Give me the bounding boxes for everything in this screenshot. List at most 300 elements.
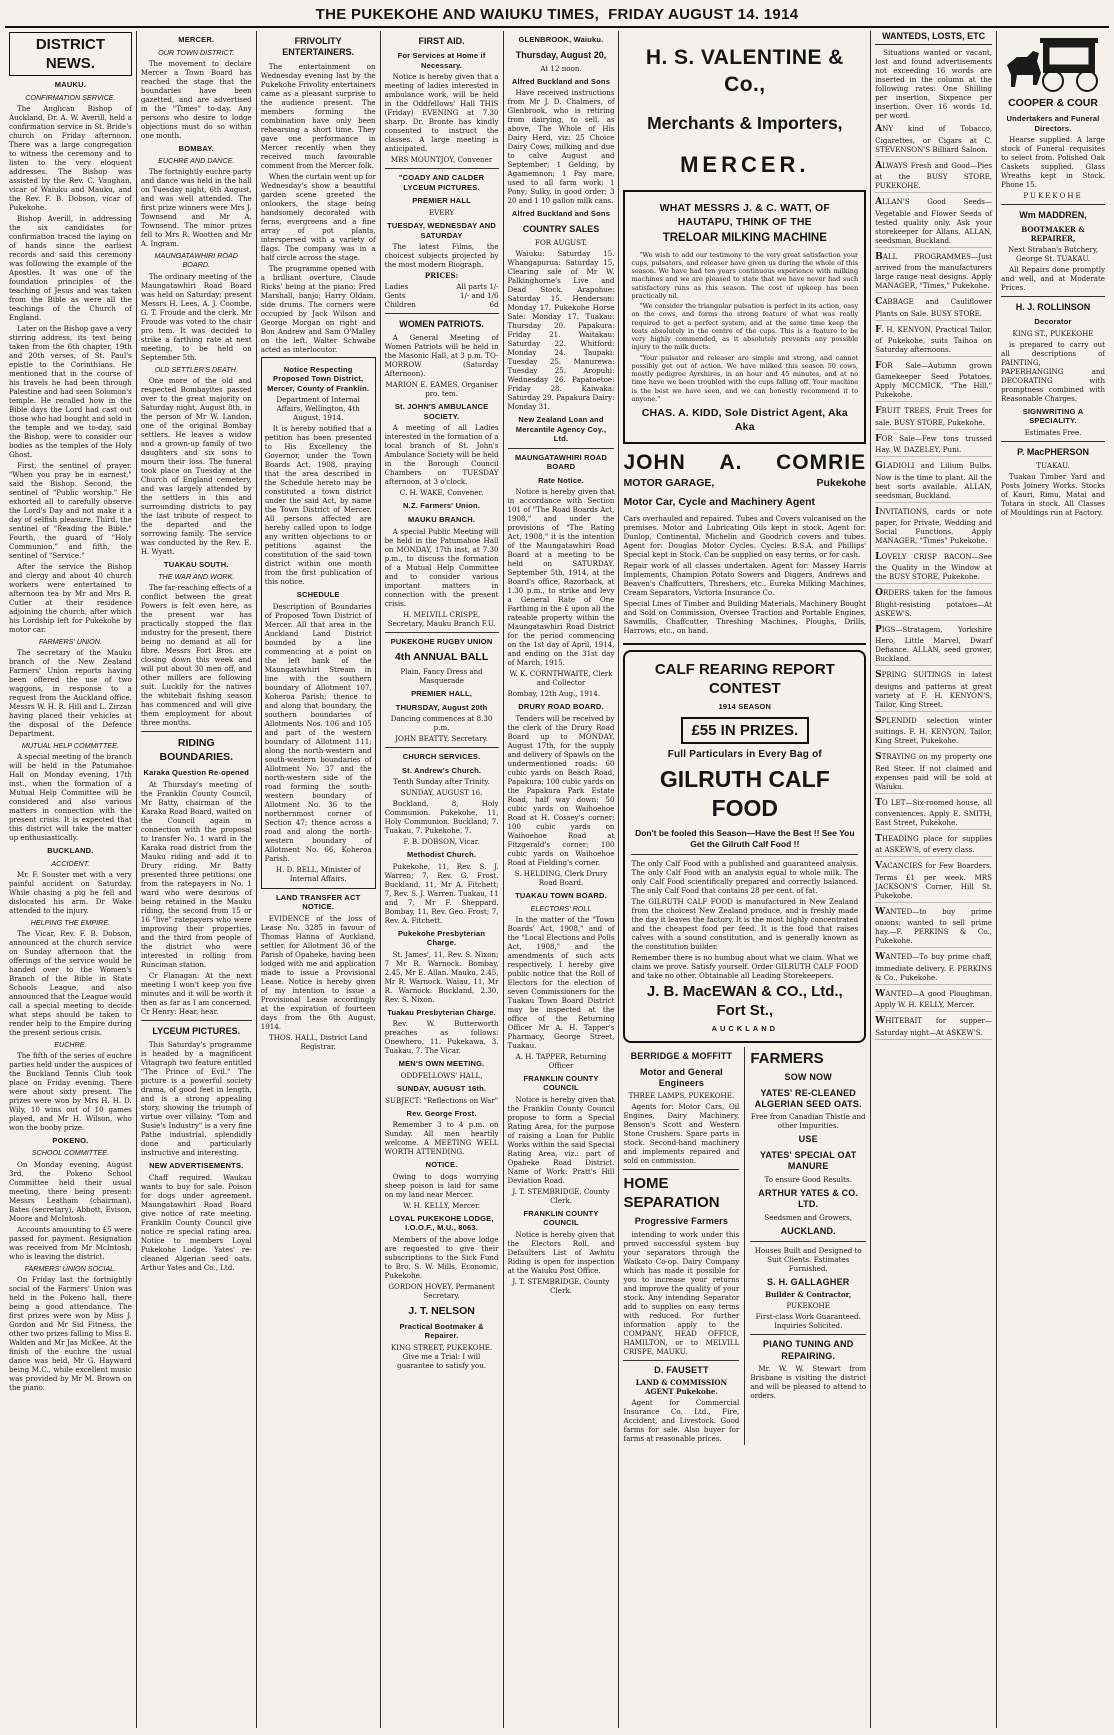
yates-oats-note: Free from Canadian Thistle and other Impurities.	[750, 1112, 866, 1131]
home-separation-title: HOME SEPARATION	[623, 1175, 720, 1212]
notice-paragraph: EVIDENCE of the loss of Lease No. 3285 in favour of Thomas Hanna of Auckland, settler, for Allotment 36 of the Parish of Opaheke, having been lodged with me and application made to issue a Provisional Lease. Notice is hereby given of my intention to issue a Provisional Lease accordingly at the expiration of fourteen days from the 6th August, 1914.	[260, 913, 376, 1031]
every-label: EVERY	[428, 208, 455, 217]
wanted-item	[875, 950, 992, 984]
heading-schedule: SCHEDULE	[296, 590, 340, 600]
article-paragraph: The Anglican Bishop of Auckland, Dr. A. W. Averill, held a confirmation service in St. Bride's church on Friday afternoon. There was a large congregation to witness the ceremony and to listen to the very eloquent addresses. The Bishop was assisted by the Rev. C. Vaughan, vicar of Waiuku and Mauku, and the Rev. F. B. Dobson, vicar of Pukekohe.	[9, 103, 132, 212]
notice-signature: MRS MOUNTJOY, Convener	[390, 155, 493, 165]
heading-buckland: BUCKLAND.	[47, 846, 94, 856]
wanted-item-text: PLENDID selection winter suitings. F. H. KENYON, Tailor, King Street, Pukekohe.	[875, 715, 993, 746]
subheading-war-work: THE WAR AND WORK.	[158, 572, 235, 582]
notice-paragraph: Description of Boundaries of Proposed Town District of Mercer. All that area in the Auckland Land District bounded by a line commencing at a point on the left bank of the Maungatawhiri Stream in line with the southern boundary of Allotment 107, Koheroa Parish; thence to and along that boundary, the southern boundaries of Allotments Nos. 106 and 105 and part of the western boundary of Allotment 111; along the north-western and south-western boundaries of Allotment No. 37 and the north-western side of the road forming the south-western boundary of Allotment No. 36 to the northernmost corner of Section 47; thence across a road and along the north-western boundary of Allotment No. 66, Koheroa Parish.	[264, 601, 372, 863]
subheading-road-board: MAUNGATAWHIRI ROAD BOARD.	[154, 251, 238, 270]
article-paragraph: The programme opened with a brilliant overture, Claude Ricks' being at the piano; Fred Marshall, banjo; Harry Oldam, side drums. The corners were occupied by Jack Wilson and George Morgan on right and Bon Andrew and Sam O'Malley on the left. Walter Schwabe acted as interlocutor.	[260, 263, 376, 354]
wanted-item-initial: G	[875, 461, 883, 472]
ball-date: THURSDAY, August 20th	[395, 702, 488, 712]
rollinson-name: H. J. ROLLINSON	[1015, 301, 1091, 312]
masthead-name: THE PUKEKOHE AND WAIUKU TIMES,	[315, 5, 600, 23]
heading-franklin-council: FRANKLIN COUNTY COUNCIL	[523, 1073, 599, 1093]
divider	[623, 1169, 739, 1170]
farmers-title: FARMERS	[750, 1050, 824, 1068]
heading-rate-notice: Rate Notice.	[538, 475, 584, 485]
wanted-item-initial: S	[875, 715, 882, 726]
fausett-name: D. FAUSETT	[654, 1364, 709, 1375]
berridge-paragraph: Agents for: Motor Cars, Oil Engines, Dairy Machinery, Benson's Scott and Western Stone Crushers. Spare parts in stock. Second-hand machinery and implements repaired and sold on commission.	[623, 1102, 740, 1166]
cooper-trade: Undertakers and Funeral Directors.	[1006, 114, 1100, 133]
wanted-item	[875, 796, 992, 830]
wanted-item	[875, 432, 992, 457]
gallagher-paragraph: First-class Work Guaranteed. Inquiries Solicited.	[755, 1312, 861, 1331]
heading-mens-own: MEN'S OWN MEETING.	[398, 1059, 485, 1069]
masthead	[5, 6, 1109, 28]
nz-loan-agency: New Zealand Loan and Mercantile Agency Coy., Ltd.	[515, 415, 607, 444]
yates-manure-note: To ensure Good Results.	[764, 1174, 852, 1184]
gallagher-name: S. H. GALLAGHER	[766, 1276, 850, 1287]
notice-signature: H. D. BELL, Minister of Internal Affairs.	[275, 864, 361, 883]
meeting-venue: ODDFELLOWS' HALL,	[400, 1071, 483, 1080]
wanted-item	[875, 250, 992, 293]
treloar-heading: WHAT MESSRS J. & C. WATT, OF HAUTAPU, THINK OF THE	[659, 202, 830, 228]
rollinson-trade: Decorator	[1034, 317, 1072, 327]
subheading-electors-roll: ELECTORS' ROLL	[530, 903, 592, 913]
wanted-item	[875, 623, 992, 666]
heading-riding-boundaries: RIDING BOUNDARIES.	[159, 737, 234, 763]
divider	[385, 313, 499, 314]
notice-paragraph: A special Public Meeting will be held in the Patumahoe Hall on MONDAY, 17th inst, at 7.30 p.m., to discuss the formation of a Mutual Help Committee and to consider various important matters in connection with the present crisis.	[384, 526, 499, 608]
screening-days: TUESDAY, WEDNESDAY AND SATURDAY	[387, 221, 496, 240]
heading-rugby-union: PUKEKOHE RUGBY UNION	[390, 636, 493, 646]
meeting-date: SUNDAY, AUGUST 16th.	[396, 1084, 487, 1093]
notice-signature: J. T. STEMBRIDGE, County Clerk.	[512, 1276, 610, 1295]
madden-paragraph: All Repairs done promptly and well, and at Moderate Prices.	[1001, 264, 1106, 292]
subheading-confirmation: CONFIRMATION SERVICE.	[25, 92, 116, 102]
gilruth-calf-ad	[623, 650, 866, 1043]
calf-paragraph: The GILRUTH CALF FOOD is manufactured in New Zealand from the choicest New Zealand produce, and is freshly made the day it leaves the factory. It is the most highly concentrated and the cheapest food per feed. It is the food that raises calves with a sound constitution, and is generally known as the constitution builder.	[631, 896, 859, 951]
article-paragraph: After the service the Bishop and clergy and about 40 church workers were entertained to afternoon tea by Mr and Mrs R. Cutler at their residence adjoining the church, after which his Lordship left for Pukekohe by motor car.	[9, 561, 132, 634]
wanted-item	[875, 668, 992, 711]
subheading-school-committee: SCHOOL COMMITTEE.	[31, 1148, 110, 1158]
notice-paragraph: Tenders will be received by the clerk of the Drury Road Board up to MONDAY, August 17th, for the supply and delivery of Spawls on the undermentioned roads: 60 cubic yards on Beach Road, Papakura; 100 cubic yards on the Papakura Park Estate Road, half way down; 50 cubic yards on Waihoehoe Road at H. Cossey's corner; 100 cubic yards on Waihoehoe Road at Fitzgerald's corner; 100 cubic yards on Waihoehoe Road at Fielding's corner.	[507, 714, 615, 867]
auctioneer-name: Alfred Buckland and Sons	[511, 209, 611, 219]
wanted-item-text: ANTED—to buy prime onions; wanted to sell prime hay.—F. PERKINS & Co., Pukekohe.	[875, 906, 993, 946]
price-row: Gents 1/- and 1/6	[384, 291, 499, 301]
wanted-item-initial: S	[875, 752, 882, 763]
premier-hall: PREMIER HALL	[412, 196, 471, 206]
article-paragraph: Later on the Bishop gave a very stirring address, its text being taken from the 6th chapter, 19th and 20th verses, of St. Paul's epistle to the Corinthians. He mentioned that in the course of his travels he had been through Palestine and had seen Solomon's temple. He recalled how in the Bible days the Lord had cast out those who had bought and sold in the temple and we to-day, said the Bishop, were to consider our bodies as the temples of the Holy Ghost.	[9, 323, 132, 459]
wanted-item	[875, 122, 992, 156]
notice-paragraph: It is hereby notified that a petition has been presented to His Excellency the Governor, under the Town Boards Act, 1908, praying that the area described in the Schedule hereto may be constituted a town district under the said Act, by name the Town District of Mercer. All persons affected are hereby called upon to lodge any written objections to or petitions against the constitution of the said town district within one month from the first publication of this notice.	[264, 424, 372, 587]
valentine-trade: Merchants & Importers,	[647, 113, 843, 134]
wanted-item-text: TRAYING on my property one Red Steer. If not claimed and expenses paid will be sold at Waiuku.	[875, 752, 993, 791]
wanted-item-text: ALL PROGRAMMES—Just arrived from the manufacturers large range neat designs. Apply MANAGER, "Times," Pukekohe.	[875, 251, 993, 291]
wanted-item-initial: F	[875, 360, 882, 371]
wanted-item-text: NVITATIONS, cards or note paper, for Private, Wedding and Social Functions. Apply MANAGER, "Times" Pukekohe.	[875, 506, 993, 546]
wanted-item	[875, 905, 992, 948]
fausett-trade: LAND & COMMISSION AGENT Pukekohe.	[635, 1378, 728, 1397]
heading-bombay: BOMBAY.	[178, 143, 214, 153]
valentine-place: MERCER.	[680, 151, 810, 177]
sale-paragraph: Have received instructions from Mr J. D. Chalmers, of Glenbrook, who is retiring from dairying, to sell, as above, The Whole of His Dairy Herd, viz: 25 Choice Dairy Cows, milking and due to calve August and September; 1 Gelding, by Agamemnon; 1 Pay mare, used to all farm work; 1 Pony; Sulky, in good order; 3 20 and 1 10 gallon milk cans.	[507, 88, 615, 206]
cooper-place: PUKEKOHE	[1023, 191, 1083, 201]
macpherson-paragraph: Tuakau Timber Yard and Posts Joinery Works. Stocks of Kauri, Rimu, Matai and Totara in stock. All Classes of Mouldings run at Factory.	[1001, 472, 1106, 518]
wanted-item	[875, 404, 992, 429]
notice-signature: W. K. CORNTHWAITE, Clerk and Collector	[509, 669, 613, 688]
berridge-address: THREE LAMPS, PUKEKOHE.	[628, 1091, 735, 1101]
price-row: Ladies All parts 1/-	[384, 282, 499, 292]
wanted-item-initial: C	[875, 297, 883, 308]
lower-ads	[623, 1047, 866, 1445]
comrie-paragraph: Special Lines of Timber and Building Materials, Machinery Bought and Sold on Commission, Oversee Traction and Portable Engines, Sawmills, Chaffcutter, Threshing Machines, Ploughs, Drills, Harrows, etc., on hand.	[623, 599, 867, 636]
notice-paragraph: A General Meeting of Women Patriots will be held in the Masonic Hall, at 3 p.m. TO-MORROW (Saturday Afternoon).	[384, 333, 499, 379]
divider	[1001, 204, 1105, 205]
wanted-item	[875, 1014, 992, 1039]
notice-paragraph: In the matter of the "Town Boards' Act, 1908," and of the "Local Elections and Polls Act, 1908," and the amendments of such acts respectively, I hereby give public notice that the Roll of Electors for the election of seven Commissioners for the Tuakau Town Board District may be inspected at the office of the Returning Officer Mr A. H. Tapper's Pharmacy, George Street, Tuakau.	[507, 914, 615, 1050]
wanted-item	[875, 159, 992, 193]
wanted-item	[875, 359, 992, 402]
article-paragraph: Mr. F. Souster met with a very painful accident on Saturday. While chasing a pig he fell and dislocated his arm. Dr Wake attended to the injury.	[9, 869, 132, 915]
article-paragraph: Chaff required. Waukau wants to buy for sale. Poison for dogs under agreement. Maungatawhiri Road Board give notice of rate meeting. Franklin County Council give notice re special rating area. Notice to members Loyal Pukekohe Lodge. Yates' re-cleaned Algerian seed oats. Arthur Yates and Co., Ltd.	[140, 1172, 252, 1272]
madden-name: Wm MADDREN,	[1019, 210, 1087, 221]
wanted-item-text: O LET—Six-roomed house, all conveniences. Apply E. SMITH, East Street, Pukekohe.	[875, 797, 993, 828]
article-paragraph: A special meeting of the branch will be held in the Patumahoe Hall on Monday evening, 17th inst., when the formation of a Mutual Help Committee will be considered and also various matters in connection with the present crisis. It is expected that this district will take the matter up enthusiastically.	[9, 752, 132, 843]
heading-annual-ball: 4th ANNUAL BALL	[394, 651, 489, 664]
divider	[631, 854, 858, 855]
wanted-item-initial: I	[875, 506, 880, 517]
wanted-item	[875, 295, 992, 320]
heading-women-patriots: WOMEN PATRIOTS.	[399, 319, 484, 330]
wanted-item-text: ABBAGE and Cauliflower Plants on Sale. BUSY STORE.	[875, 297, 993, 318]
wanted-item-initial: W	[875, 1016, 886, 1027]
ball-time: Dancing commences at 8.30 p.m.	[390, 714, 493, 733]
divider	[1001, 296, 1105, 297]
article-paragraph: This Saturday's programme is headed by a magnificent Vitagraph two feature entitled "The Prince of Evil." The picture is a powerful society drama, of good feet in length, and is a strong appealing story, showing the triumph of virtue over villainy. "Tom and Susie's Industry" is a very fine Pathe industrial, splendidly done and particularly instructive and interesting.	[140, 1039, 252, 1157]
heading-country-sales: COUNTRY SALES	[522, 223, 600, 234]
article-paragraph: At Thursday's meeting of the Franklin County Council, Mr Batty, chairman of the Karaka Road Board, waited on the Council again in connection with the proposal to transfer No. 1 ward in the Karaka road district from the Mauku riding and add it to Drury riding. Mr Batty presented three petitions: one from the ratepayers in No. 1 ward who were desirous of being retained in the Mauku riding, the second from 15 or 16 "live" ratepayers who were improving their properties, and the third from people of the district who were interested in rolling from Runciman station.	[140, 779, 252, 969]
treloar-testimonial: "We wish to add our testimony to the very great satisfaction your cups, pulsators, and releaser have given us during the whole of this season. We have had ten years continuous experience with milking machines and we are pleased to state that we have never had such satisfactory runs as this season. The cost of upkeep has been practically nil.	[631, 250, 859, 300]
wanted-item-text: . H. KENYON, Practical Tailor, of Pukekohe, suits Taihoa on Saturday afternoons.	[875, 324, 993, 354]
wanted-item-initial: L	[875, 552, 882, 563]
wanted-item-text: HEADING place for supplies at ASKEW'S, of every class.	[875, 834, 993, 855]
gallagher-place: PUKEKOHE	[786, 1301, 830, 1311]
article-paragraph: The fifth of the series of euchre parties held under the auspices of the Buckland Tennis Club took place on Friday evening. There were about sixty present. The prizes were won by Mrs H. H. D. Wily, 10 wins out of 10 games played, and Mr H. Wilson, who won the booby prize.	[9, 1050, 132, 1132]
heading-church-services: CHURCH SERVICES.	[402, 752, 481, 762]
divider	[385, 632, 499, 633]
sale-time: At 12 noon.	[540, 63, 582, 73]
column-trade-ads	[997, 31, 1109, 1728]
wanted-item	[875, 195, 992, 247]
wanted-item	[875, 832, 992, 857]
treloar-ad	[623, 190, 866, 443]
article-paragraph: On Friday last the fortnightly social of the Farmers' Union was held in the Pokeno hall, there being a good attendance. The first prizes were won by Miss J. Gordon and Mr Sid Fitness, the other two prizes falling to Miss E. Walden and Mr Jas McKee. At the finish of the euchre the usual dance was held, Mr G. Hayward being M.C., while excellent music was provided by Mr M. Brown on the piano.	[9, 1274, 132, 1392]
macewan-place: AUCKLAND	[711, 1023, 779, 1033]
ball-subtitle: Plain, Fancy Dress and Masquerade	[400, 667, 483, 686]
wanted-item-text: ACANCIES for Few Boarders. Terms £1 per week. MRS JACKSON'S Corner, Hill St. Pukekohe.	[875, 861, 993, 900]
auctioneer-name: Alfred Buckland and Sons	[511, 76, 611, 86]
calf-season: 1914 SEASON	[718, 702, 772, 712]
gilruth-warning: Don't be fooled this Season—Have the Best !! See You Get the Gilruth Calf Food !!	[635, 827, 855, 849]
sunday-date: SUNDAY, AUGUST 16.	[400, 788, 483, 798]
wanted-item-text: HITEBAIT for supper—Saturday night—At ASKEW'S.	[875, 1016, 993, 1037]
notice-signature: MARION E. EAMES, Organiser pro. tem.	[385, 380, 498, 399]
heading-presbyterian: Pukekohe Presbyterian Charge.	[397, 928, 486, 948]
wanted-item	[875, 987, 992, 1012]
wanted-item-text: RUIT TREES, Fruit Trees for sale. BUSY STORE, Pukekohe.	[875, 406, 993, 427]
yates-manure: YATES' SPECIAL OAT MANURE	[760, 1149, 857, 1172]
home-separation-sub: Progressive Farmers	[634, 1216, 729, 1227]
wanted-item-initial: A	[875, 160, 883, 171]
meeting-speaker: Rev. George Frost.	[406, 1108, 477, 1118]
divider	[141, 731, 252, 732]
use-label: USE	[798, 1134, 818, 1145]
column-wanteds	[871, 31, 997, 1728]
divider	[750, 1334, 866, 1335]
divider	[750, 1241, 866, 1242]
notice-signature: GORDON HOVEY, Permanent Secretary.	[388, 1281, 495, 1300]
berridge-trade: Motor and General Engineers	[639, 1066, 723, 1088]
article-paragraph: The Vicar, Rev. F. B. Dobson, announced at the church service on Sunday afternoon that the offerings of the service would be handed over to the Women's Branch of the Bible in State Schools League, and also announced that the League would call a special meeting to decide what steps should be taken to render help to the Empire during the present serious crisis.	[9, 928, 132, 1037]
hearse-roof	[1040, 38, 1098, 43]
notice-paragraph: Owing to dogs worrying sheep poison is laid for same on my land near Mercer.	[384, 1171, 499, 1199]
notice-paragraph: Notice is hereby given that in accordance with Section 101 of "The Road Boards Act, 1908," and under the provisions of "The Rating Act, 1908," it is the intention of the Maungatawhiri Road Board at a meeting to be held on SATURDAY, September 5th, 1914, at the Board's office, Razorback, at 1.30 p.m., to strike and levy a General Rate of One Farthing in the £ upon all the rateable property within the Maungatawhiri Road District for the period commencing on the 1st day of April, 1914, and ending on the 31st day of March, 1915.	[507, 487, 615, 668]
article-paragraph: One more of the old and respected Bombayites passed over to the great majority on Saturday night, August 8th, in the person of Mr W. Landon, one of the original Bombay settlers. He leaves a widow and a grown-up family of two daughters and six sons to mourn their loss. The funeral took place on Tuesday at the Church of England cemetery, and was largely attended by the settlers in this and surrounding districts to pay the last tribute of respect to the departed and the sorrowing family. The service was conducted by the Rev. E. H. Wyatt.	[140, 375, 252, 556]
heading-frivolity: FRIVOLITY ENTERTAINERS.	[282, 36, 355, 58]
heading-tuakau-presbyterian: Tuakau Presbyterian Charge.	[387, 1007, 496, 1017]
heading-mercer: MERCER.	[178, 35, 215, 44]
heading-lyceum: "COADY AND CALDER LYCEUM PICTURES.	[398, 173, 485, 192]
wanted-item-initial: A	[875, 124, 883, 135]
rollinson-paragraph: is prepared to carry out all descriptions of PAINTING, PAPERHANGING and DECORATING with promptness combined with Reasonable Charges.	[1001, 339, 1106, 403]
wanteds-intro: Situations wanted or vacant, lost and found advertisements not exceeding 16 words are inserted in the column at the following rates: One Shilling per insertion, Sixpence per insertion. Over 16 words 1d. per word.	[875, 48, 993, 121]
heading-first-aid: FIRST AID.	[418, 36, 465, 46]
column-display-ads	[619, 31, 871, 1728]
wanted-item-initial: P	[875, 624, 882, 635]
treloar-testimonial: "Your pulsator and releaser are simple and strong, and cannot possibly get out of action. We have milked this season 50 cows, mostly pedigree Ayrshires, in an hour and 45 minutes, and at no time have we been troubled with the cups falling off. Your machine is the best we have seen, and we can honestly recommend it to anyone."	[631, 353, 859, 403]
gilruth-title: GILRUTH CALF FOOD	[659, 765, 830, 821]
macpherson-name: P. MacPHERSON	[1017, 446, 1089, 457]
service-list: Pukekohe, 11, Rev. S. J. Warren; 7, Rev. G. Frost. Buckland, 11, Mr A. Fitchett; 7, Rev. S. J. Warren. Tuakau, 11 and 7, Mr F. Sheppard. Bombay, 11, Rev. Geo. Frost; 7, Rev. A. Fitchett.	[384, 861, 499, 925]
yates-place: AUCKLAND.	[780, 1225, 836, 1236]
divider	[141, 1020, 252, 1021]
heading-notice: NOTICE.	[425, 1160, 458, 1170]
service-list: St. James', 11, Rev. S. Nixon; 7 Mr R. Warnock. Bombay, 2.45, Mr E. Allan. Mauku, 2.45, Mr R. Warnock. Waiau, 11, Mr R. Warnock. Buckland, 2.30, Rev. S. Nixon.	[384, 949, 499, 1004]
estimates: Estimates Free.	[1024, 427, 1082, 437]
divider	[385, 747, 499, 748]
macpherson-place: TUAKAU.	[1036, 461, 1070, 471]
heading-franklin-council: FRANKLIN COUNTY COUNCIL	[523, 1208, 599, 1228]
wanteds-title: WANTEDS, LOSTS, ETC	[875, 31, 992, 45]
wanted-item-text: IGS—Stratagem, Yorkshire Hero, Little Marvel, Dwarf Defiance. ALLAN, seed grower, Buckland.	[875, 624, 993, 664]
comrie-paragraph: Cars overhauled and repaired. Tubes and Covers vulcanised on the premises. Motor and Lubricating Oils kept in stock. Agent for: Dunlop, Continental, Michelin and Goodrich covers and tubes. Agent for: Douglas Motor Cycles. Cycles: B.S.A. and Phillips' Special kept in Stock. Can be supplied on easy terms, or for cash.	[623, 514, 867, 560]
divider	[623, 1360, 739, 1361]
article-paragraph: On Monday evening, August 3rd, the Pokeno School Committee held their usual meeting, there being present: Messrs Leatham (chairman), Bates (secretary), Abbott, Evison, Moore and McIntosh.	[9, 1159, 132, 1223]
trinity-label: Tenth Sunday after Trinity.	[393, 777, 490, 787]
wanted-item-initial: W	[875, 988, 886, 999]
wanted-item-initial: S	[875, 670, 882, 681]
article-paragraph: The fortnightly euchre party and dance was held in the hall on Tuesday night, 6th August, and was well attended. The first prize winners were Mrs J. Townsend and Mr A. Townsend. The minor prizes fell to Mrs R. Wootten and Mr A. Ingram.	[140, 167, 252, 249]
cooper-name: COOPER & COUR	[1008, 97, 1098, 109]
comrie-paragraph: Repair work of all classes undertaken. Agent for: Massey Harris Implements, Champion Potato Sowers and Diggers, Andrews and Beaven's Chaffcutters, Threshers, etc., Eureka Milking Machines, Cream Separators, Victoria Insurance Co.	[623, 561, 867, 598]
notice-paragraph: A meeting of all Ladies interested in the formation of a local branch of St. John's Ambulance Society will be held in the Borough Council Chambers on TUESDAY afternoon, at 3 o'clock.	[384, 423, 499, 487]
column-sales	[504, 31, 620, 1728]
wanted-item-text: LWAYS Fresh and Good—Pies at the BUSY STORE, PUKEKOHE.	[875, 160, 993, 191]
heading-lyceum-pictures: LYCEUM PICTURES.	[152, 1025, 241, 1036]
article-paragraph: Cr Flanagan: At the next meeting I won't keep you five minutes and it will be worth it then as far as I am concerned. Cr Henry: Hear, hear.	[140, 970, 252, 1016]
wanted-item-text: OR Sale—Autumn grown Gamekeeper Seed Potatoes. Apply MCCMICK, "The Hill," Pukekohe.	[875, 360, 993, 400]
heading-loyal-lodge: LOYAL PUKEKOHE LODGE, I.O.O.F., M.U., 8063.	[389, 1213, 494, 1233]
sales-month: FOR AUGUST.	[535, 238, 587, 248]
ball-venue: PREMIER HALL,	[411, 689, 473, 699]
comrie-garage: MOTOR GARAGE, Pukekohe	[623, 476, 867, 489]
district-news-title: DISTRICT NEWS.	[9, 32, 132, 76]
wanted-item-initial: V	[875, 861, 883, 872]
treloar-title: TRELOAR MILKING MACHINE	[662, 232, 827, 245]
wanted-item	[875, 550, 992, 584]
heading-tuakau-board: TUAKAU TOWN BOARD.	[515, 891, 607, 900]
notice-paragraph: Notice is hereby given that the Franklin County Council propose to form a Special Rating Area, for the purpose of raising a Loan for Public Works within the said Special Rating Area, viz.: part of Opaheke Road District. Name of Work: Pratt's Hill Deviation Road.	[507, 1094, 615, 1185]
notice-signature: JOHN BEATTY, Secretary.	[395, 734, 488, 744]
valentine-name: H. S. VALENTINE & Co.,	[645, 46, 844, 96]
heading-nz-farmers-union: N.Z. Farmers' Union.	[403, 501, 481, 511]
heading-nelson: J. T. NELSON	[408, 1304, 475, 1317]
heading-methodist: Methodist Church.	[406, 850, 477, 860]
heading-mauku: MAUKU.	[54, 80, 86, 90]
notice-date: Bombay, 12th Aug., 1914.	[507, 689, 601, 699]
wanted-item-initial: F	[875, 433, 882, 444]
notice-signature: S. HELDING, Clerk Drury Road Board.	[514, 869, 608, 887]
comrie-lead: Motor Car, Cycle and Machinery Agent	[623, 495, 816, 508]
service-list: Buckland, 8, Holy Communion. Pukekohe, 11, Holy Communion. Buckland, 7. Tuakau, 7. Pukekohe, 7.	[384, 799, 499, 836]
rollinson-address: KING ST., PUKEKOHE	[1012, 328, 1094, 338]
subheading-euchre: EUCHRE.	[54, 1039, 87, 1049]
column-mercer	[137, 31, 257, 1728]
masthead-date: FRIDAY AUGUST 14. 1914	[608, 5, 799, 23]
wanted-item-text: ANTED—To buy prime chaff, immediate delivery. F. PERKINS & Co., Pukekohe.	[875, 952, 993, 982]
comrie-name: JOHN A. COMRIE	[623, 450, 867, 474]
comrie-ad	[623, 450, 866, 645]
wanted-item	[875, 750, 992, 793]
wanted-item-initial: W	[875, 906, 886, 917]
calf-particulars: Full Particulars in Every Bag of	[667, 748, 822, 760]
fausett-paragraph: Agent for Commercial Insurance Co. Ltd., Fire, Accident, and Livestock. Good farms for sale. Also buyer for farms at reasonable prices.	[623, 1398, 740, 1444]
wanted-item	[875, 586, 992, 620]
heading-new-advertisements: NEW ADVERTISEMENTS.	[149, 1160, 244, 1170]
heading-mauku-branch: MAUKU BRANCH.	[407, 515, 476, 524]
cooper-paragraph: Hearse supplied. A large stock of Funeral requisites to select from. Polished Oak Caskets supplied. Glass Wreaths kept in Stock. Phone 15.	[1001, 135, 1106, 190]
notice-signature: THOS. HALL, District Land Registrar.	[269, 1032, 368, 1051]
wanted-item-text: LLAN'S Good Seeds—Vegetable and Flower Seeds of tested quality only. Ask your storekeeper for Allans. ALLAN, seedsman, Buckland.	[875, 197, 993, 245]
treloar-agent: CHAS. A. KIDD, Sole District Agent, Aka Aka	[641, 407, 848, 433]
macewan-name: J. B. MacEWAN & CO., Ltd., Fort St.,	[646, 982, 843, 1019]
notice-signature: J. T. STEMBRIDGE, County Clerk.	[512, 1186, 610, 1205]
heading-drury-board: DRURY ROAD BOARD.	[518, 702, 604, 712]
article-paragraph: The entertainment on Wednesday evening last by the Pukekohe Frivolity entertainers came as a pleasant surprise to the audience present. The members forming the combination have only been rehearsing a short time. They gave one performance in Mercer recently when they received much favourable comment from the Mercer folk.	[260, 61, 376, 170]
wanted-item-initial: F	[875, 406, 882, 417]
notice-signature: F. B. DOBSON, Vicar.	[403, 837, 480, 847]
hearse-illustration	[1003, 35, 1103, 93]
heading-glenbrook: GLENBROOK, Waiuku.	[518, 35, 604, 44]
wanted-item-text: OR Sale—Few tons trussed Hay. W. DAZELEY, Puni.	[875, 433, 993, 455]
wanted-item-initial: T	[875, 797, 882, 808]
subheading-accident: ACCIDENT.	[51, 858, 90, 868]
wanted-item-initial: A	[875, 197, 883, 208]
berridge-name: BERRIDGE & MOFFITT	[630, 1051, 733, 1062]
subheading-mutual-help: MUTUAL HELP COMMITTEE.	[21, 740, 119, 750]
divider	[1001, 441, 1105, 442]
notice-paragraph: Notice is hereby given that a meeting of ladies interested in ambulance work, will be held in the Oddfellows' Hall THIS (Friday) EVENING at 7.30 sharp. Dr. Bronte has kindly consented to instruct the classes. A large meeting is anticipated.	[384, 72, 499, 154]
signwriting: SIGNWRITING A SPECIALITY.	[1022, 406, 1084, 426]
wanted-item-initial: T	[875, 834, 882, 845]
subheading-karaka: Karaka Question Re-opened	[143, 768, 249, 778]
heading-mercer-notice: Notice Respecting Proposed Town District, Mercer, County of Franklin.	[267, 364, 370, 393]
heading-st-johns: St. JOHN'S AMBULANCE SOCIETY.	[394, 402, 489, 421]
piano-title: PIANO TUNING AND REPAIRING.	[763, 1339, 854, 1361]
wanted-item	[875, 859, 992, 902]
yates-oats: YATES' RE-CLEANED ALGERIAN SEED OATS.	[754, 1087, 862, 1109]
heading-tuakau-south: TUAKAU SOUTH.	[163, 559, 229, 569]
notice-signature: C. H. WAKE, Convener.	[399, 488, 484, 498]
madden-trade: BOOTMAKER & REPAIRER,	[1021, 224, 1085, 243]
subheading-helping-empire: HELPING THE EMPIRE.	[30, 917, 111, 927]
calf-paragraph: The only Calf Food with a published and guaranteed analysis. The only Calf Food with an analysis equal to whole milk. The only Calf Food scientifically prepared and correctly balanced. The only Calf Food that contains 28 per cent. of fat.	[631, 858, 859, 895]
treloar-testimonial: "We consider the triangular pulsation is perfect in its action, easy on the cows, and forms the strong feature of what was really required to get a perfect system, and at the same time keep the teats absolutely in the centre of the cups. This is a feature to be very highly commended, as it absolutely prevents any possible injury to the milk ducts.	[631, 302, 859, 352]
wanted-item-text: ANTED—A good Ploughman. Apply W. H. KELLY, Mercer.	[875, 988, 993, 1010]
nelson-address: KING STREET, PUKEKOHE. Give me a Trial: I will guarantee to satisfy you.	[390, 1342, 493, 1370]
heading-land-transfer: LAND TRANSFER ACT NOTICE.	[275, 892, 361, 912]
calf-paragraph: Remember there is no humbug about what we claim. What we claim we prove. Satisfy yourself. Order GILRUTH CALF FOOD and take no other. Obtainable all Leading Storekeepers.	[631, 952, 859, 980]
price-row: Children 6d	[384, 300, 499, 310]
wanted-item-initial: F	[875, 324, 882, 335]
wanted-item-initial: O	[875, 588, 883, 599]
notice-signature: H. MELVILL CRISPE, Secretary, Mauku Branch F.U.	[387, 609, 496, 628]
wanted-item-text: NY kind of Tobacco, Cigarettes, or Cigars at C. STEVENSON'S Billiard Saloon.	[875, 124, 993, 154]
article-paragraph: Bishop Averill, in addressing the six candidates for confirmation traced the laying on of hands since the earliest records and said this ceremony was following the example of the Apostles. It was one of the foundation principles of the teaching of Jesus and was taken from the Bible as were all the teachings of the Church of England.	[9, 213, 132, 322]
sale-paragraph: Waiuku: Saturday 15. Whangapurua: Saturday 15, Clearing sale of Mr W. Palkinghorne's Live and Dead Stock. Arapohue: Saturday 15. Henderson: Monday 17. Pukekohe Horse Sale: Monday 17. Tuakau: Thursday 20. Papakura: Friday 21. Waitakau: Saturday 22. Whitford: Monday 24. Taupaki: Tuesday 25. Manurewa: Tuesday 25. Aropuhi: Wednesday 26. Papatoetoe: Friday 28. Kaiwaka: Saturday 29. Papakura Dairy: Monday 31.	[507, 249, 615, 412]
calf-prizes: £55 IN PRIZES.	[681, 717, 809, 744]
heading-pokeno: POKENO.	[52, 1135, 89, 1145]
notice-signature: A. H. TAPPER, Returning Officer	[515, 1051, 607, 1070]
divider	[385, 168, 499, 169]
service-list: Rev. W. Butterworth preaches as follows: Onewhero, 11. Pukekawa, 3. Tuakau, 7. The Vicar.	[384, 1019, 499, 1056]
piano-paragraph: Mr. W. W. Stewart from Brisbane is visiting the district and will be pleased to attend to orders.	[750, 1364, 867, 1401]
madden-address: Next Strahan's Butchery, George St. TUAKAU.	[1007, 244, 1099, 263]
article-paragraph: When the curtain went up for Wednesday's show a beautiful garden scene greeted the onlookers, the stage being handsomely decorated with ferns, evergreens and a fine array of pot plants, interspersed with a variety of flags. The company was in a half circle across the stage.	[260, 171, 376, 262]
article-paragraph: The movement to declare Mercer a Town Board has reached the stage that the boundaries have been gazetted, and are advertised in the "Times" to-day. Any persons who desire to lodge objections must do so within one month.	[140, 58, 252, 140]
wanted-item-initial: W	[875, 952, 886, 963]
meeting-subject: SUBJECT: "Reflections on War"	[385, 1095, 498, 1105]
horse-shape	[1007, 51, 1041, 87]
lower-ads-left	[623, 1047, 739, 1445]
hearse-wheel	[1077, 71, 1097, 91]
wanted-item	[875, 459, 992, 502]
gallagher-note: Houses Built and Designed to Suit Clients. Estimates Furnished.	[754, 1245, 862, 1273]
nelson-trade: Practical Bootmaker & Repairer.	[399, 1321, 484, 1341]
subheading-settler-death: OLD SETTLER'S DEATH.	[154, 364, 238, 374]
column-frivolity	[257, 31, 381, 1728]
notice-paragraph: Remember 3 to 4 p.m. on Sunday. All men heartily welcome. A MEETING WELL WORTH ATTENDING.	[384, 1120, 499, 1157]
column-notices	[381, 31, 504, 1728]
article-paragraph: The far-reaching effects of a conflict between the great Powers is felt even here, as the present war has practically stopped the flax industry for the present, there being no demand at all for fibre. Messrs Fort Bros. are closing down this week and will put about 30 men off, and other millers are following suit. Luckily for the natives the whitebait fishing season has commenced and will give them employment for about three months.	[140, 583, 252, 728]
wanted-item-text: LADIOLI and Lilium Bulbs. Now is the time to plant. All the best sorts available. ALLAN, seedsman, Buckland.	[875, 461, 993, 500]
subheading-town-district: OUR TOWN DISTRICT.	[158, 47, 235, 57]
notice-paragraph: Notice is hereby given that the Electors Roll, and Defaulters List of Awhitu Riding is open for inspection at the Waiuku Post Office.	[507, 1229, 615, 1275]
home-separation-paragraph: intending to work under this proved successful system buy your separators through the Waikato Co-op. Dairy Company which has made it possible for you to increase your returns and improve the quality of your stock. Any intending Separator add to supplies on easy terms with reduced. For further information apply to the COMPANY, HEAD OFFICE, HAMILTON, or to MELVILL CRISPE, MAUKU.	[623, 1229, 740, 1356]
lower-ads-right	[744, 1047, 866, 1445]
divider	[508, 448, 615, 449]
wanted-item	[875, 323, 992, 357]
subheading-euchre-dance: EUCHRE AND DANCE.	[158, 156, 235, 166]
wanted-item	[875, 714, 992, 748]
hearse-window	[1049, 47, 1089, 65]
yates-company: ARTHUR YATES & CO. LTD.	[758, 1187, 859, 1210]
